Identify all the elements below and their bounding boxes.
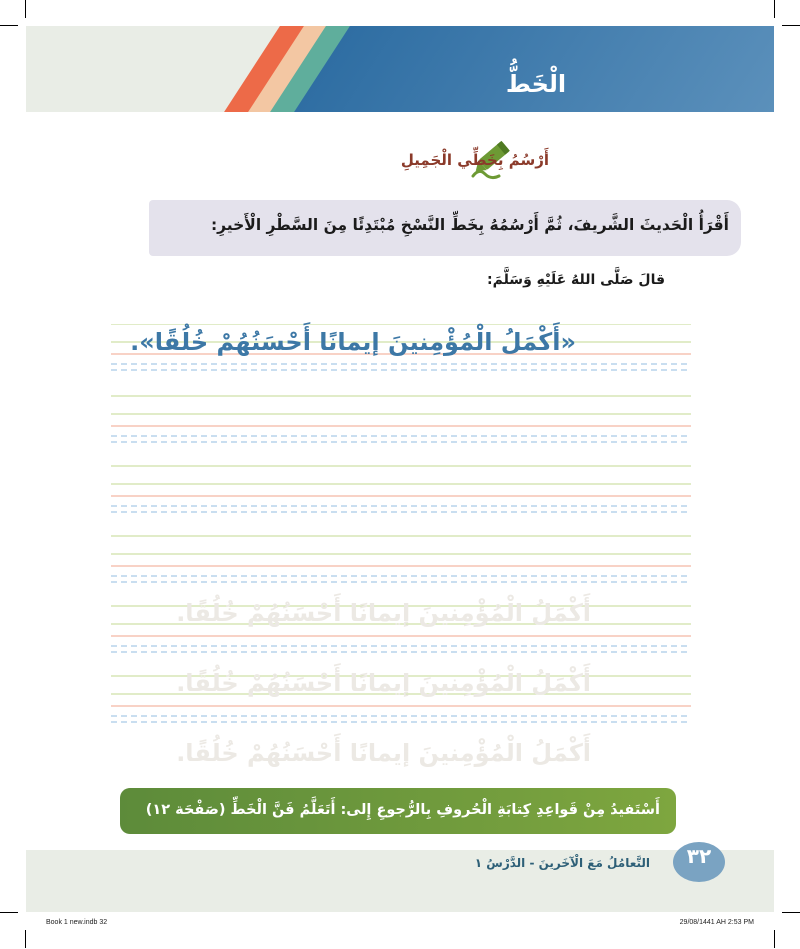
instruction-text: أَقْرَأُ الْحَديثَ الشَّريفَ، ثُمَّ أَرْسُمُهُ بِخَطِّ النَّسْخِ مُبْتَدِئًا مِنَ السَّطْرِ الْأَخيرِ: xyxy=(210,216,729,234)
workbook-page xyxy=(26,26,774,912)
handwriting-lines xyxy=(111,324,691,774)
tracing-line: أَكْمَلُ الْمُؤْمِنينَ إيمانًا أَحْسَنُهُمْ خُلُقًا. xyxy=(176,599,591,627)
page-number: ٣٢ xyxy=(686,844,712,868)
section-subheading: أَرْسُمُ بِخَطِّي الْجَمِيلِ xyxy=(400,151,549,169)
print-slug-right: 29/08/1441 AH 2:53 PM xyxy=(679,919,754,926)
crop-mark xyxy=(25,0,26,18)
header-blue-band xyxy=(294,26,774,112)
page-header xyxy=(26,26,774,112)
crop-mark xyxy=(0,912,18,913)
page-title: الْخَطُّ xyxy=(505,70,567,98)
tracing-line: أَكْمَلُ الْمُؤْمِنينَ إيمانًا أَحْسَنُهُمْ خُلُقًا. xyxy=(176,739,591,767)
crop-mark xyxy=(25,930,26,948)
tracing-line: أَكْمَلُ الْمُؤْمِنينَ إيمانًا أَحْسَنُهُمْ خُلُقًا. xyxy=(176,669,591,697)
instruction-box xyxy=(149,200,741,256)
crop-mark xyxy=(782,25,800,26)
hadith-intro: قالَ صَلَّى اللهُ عَلَيْهِ وَسَلَّمَ: xyxy=(487,272,665,288)
footer-band xyxy=(26,850,774,912)
crop-mark xyxy=(774,0,775,18)
unit-lesson-label: التَّعامُلُ مَعَ الْآخَرينَ - الدَّرْسُ ١ xyxy=(474,856,650,870)
crop-mark xyxy=(782,912,800,913)
print-slug-left: Book 1 new.indb 32 xyxy=(46,919,108,926)
crop-mark xyxy=(774,930,775,948)
crop-mark xyxy=(0,25,18,26)
hadith-text: «أَكْمَلُ الْمُؤْمِنينَ إيمانًا أَحْسَنُهُمْ خُلُقًا». xyxy=(130,328,576,356)
tip-box xyxy=(120,788,676,834)
tip-text: أَسْتَفيدُ مِنْ قَواعِدِ كِتابَةِ الْحُروفِ بِالرُّجوعِ إِلى: أَتَعَلَّمُ فَنَّ الْخَطِّ (صَفْحَة ١٢) xyxy=(145,802,660,818)
